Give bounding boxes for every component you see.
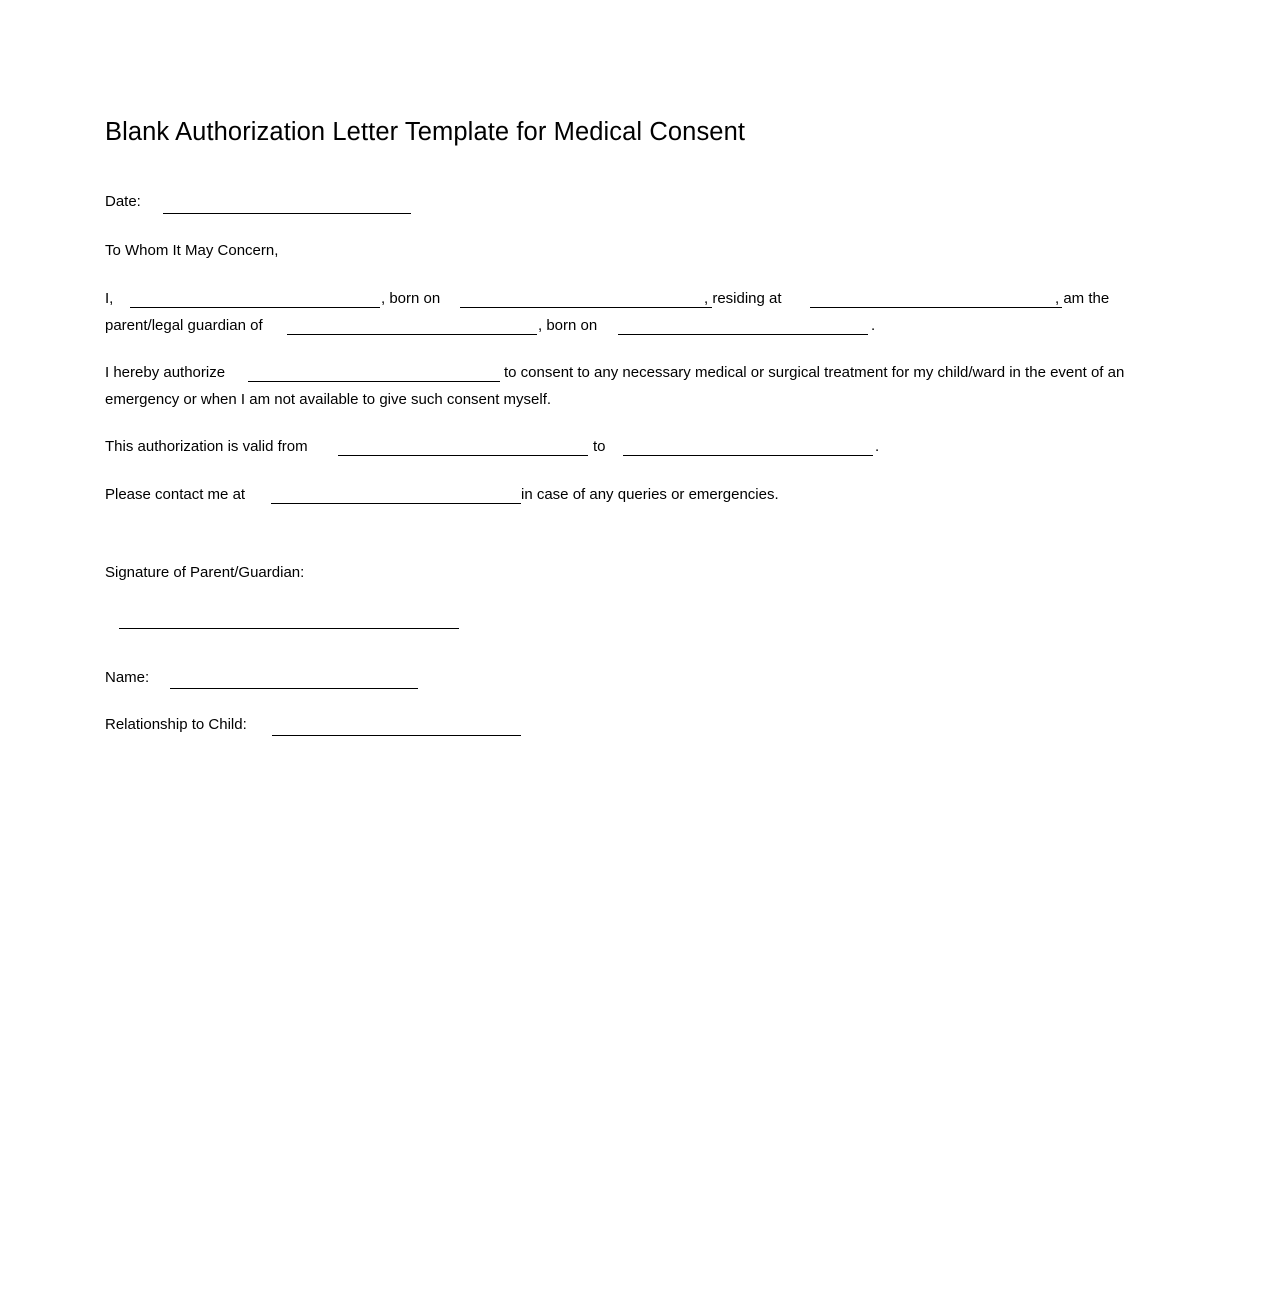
valid-from-blank-field[interactable]	[338, 455, 588, 456]
valid-to-blank-field[interactable]	[623, 455, 873, 456]
signature-blank-field[interactable]	[119, 628, 459, 629]
contact-segment-lead: Please contact me at	[105, 486, 246, 503]
identity-segment-residing-at: , residing at	[704, 290, 782, 307]
identity-segment-parent-legal-guardian-of: parent/legal guardian of	[105, 317, 263, 334]
child-name-blank-field[interactable]	[287, 334, 537, 335]
date-blank-field[interactable]	[163, 213, 411, 214]
page-title: Blank Authorization Letter Template for Medical Consent	[105, 118, 746, 146]
guardian-dob-blank-field[interactable]	[460, 307, 712, 308]
relationship-blank-field[interactable]	[272, 735, 521, 736]
child-dob-blank-field[interactable]	[618, 334, 868, 335]
validity-segment-to: to	[593, 438, 606, 455]
relationship-label: Relationship to Child:	[105, 716, 247, 733]
name-blank-field[interactable]	[170, 688, 418, 689]
identity-segment-born-on-2: , born on	[538, 317, 598, 334]
validity-segment-period: .	[875, 438, 880, 455]
identity-segment-i: I,	[105, 290, 114, 307]
identity-segment-born-on-1: , born on	[381, 290, 441, 307]
guardian-address-blank-field[interactable]	[810, 307, 1062, 308]
contact-segment-tail: in case of any queries or emergencies.	[521, 486, 779, 503]
date-label: Date:	[105, 193, 141, 210]
authorize-segment-tail: to consent to any necessary medical or surgical treatment for my child/ward in the event of an	[504, 364, 1125, 381]
validity-segment-lead: This authorization is valid from	[105, 438, 308, 455]
identity-segment-am-the: , am the	[1055, 290, 1110, 307]
salutation-text: To Whom It May Concern,	[105, 242, 279, 259]
authorize-segment-lead: I hereby authorize	[105, 364, 226, 381]
name-label: Name:	[105, 669, 150, 686]
authorized-person-blank-field[interactable]	[248, 381, 500, 382]
guardian-name-blank-field[interactable]	[130, 307, 380, 308]
identity-segment-period: .	[871, 317, 876, 334]
authorize-segment-line2: emergency or when I am not available to give such consent myself.	[105, 391, 552, 408]
contact-info-blank-field[interactable]	[271, 503, 521, 504]
signature-label: Signature of Parent/Guardian:	[105, 564, 305, 581]
